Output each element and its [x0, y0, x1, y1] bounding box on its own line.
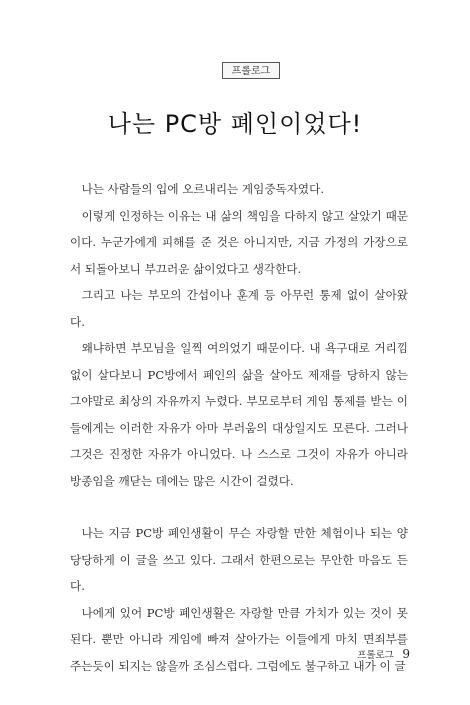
paragraph: 나는 지금 PC방 폐인생활이 무슨 자랑할 만한 체험이나 되는 양 당당하게 이 글을 쓰고 있다. 그래서 한편으로는 무안한 마음도 든다. — [70, 526, 408, 593]
section-tag: 프롤로그 — [222, 62, 280, 79]
paragraph: 나에게 있어 PC방 폐인생활은 자랑할 만큼 가치가 있는 것이 못 된다. 뿐만 아니라 게임에 빠져 살아가는 이들에게 마치 면죄부를 주는듯이 되지는 않을까 조심스럽다. 그럼에도 불구하고 내가 이 글 — [70, 605, 408, 673]
paragraph: 나는 사람들의 입에 오르내리는 게임중독자였다. — [81, 182, 325, 196]
chapter-title: 나는 PC방 폐인이었다! — [107, 110, 363, 138]
paragraph: 왜냐하면 부모님을 일찍 여의었기 때문이다. 내 욕구대로 거리낌 없이 살다보니 PC방에서 폐인의 삶을 살아도 제재를 당하지 않는 그야말로 최상의 자유까지 누렸다. 부모로부터 게임 통제를 받는 이들에게는 이러한 자유가 아마 부러움의 대상일지도 모른다. 그러나 그것은 진정한 자유가 아니었다. 나 스스로 그것이 자유가 아니라 방종임을 깨닫는 데에는 많은 시간이 걸렸다. — [70, 341, 408, 488]
body-text — [70, 176, 408, 679]
page-footer — [357, 647, 410, 661]
page-number: 9 — [402, 647, 410, 661]
paragraph: 이렇게 인정하는 이유는 내 삶의 책임을 다하지 않고 살았기 때문이다. 누군가에게 피해를 준 것은 아니지만, 지금 가정의 가장으로서 되돌아보니 부끄러운 삶이었다고 생각한다. — [70, 208, 408, 276]
footer-section-label: 프롤로그 — [357, 650, 394, 661]
paragraph: 그리고 나는 부모의 간섭이나 훈계 등 아무런 통제 없이 살아왔다. — [70, 288, 408, 329]
